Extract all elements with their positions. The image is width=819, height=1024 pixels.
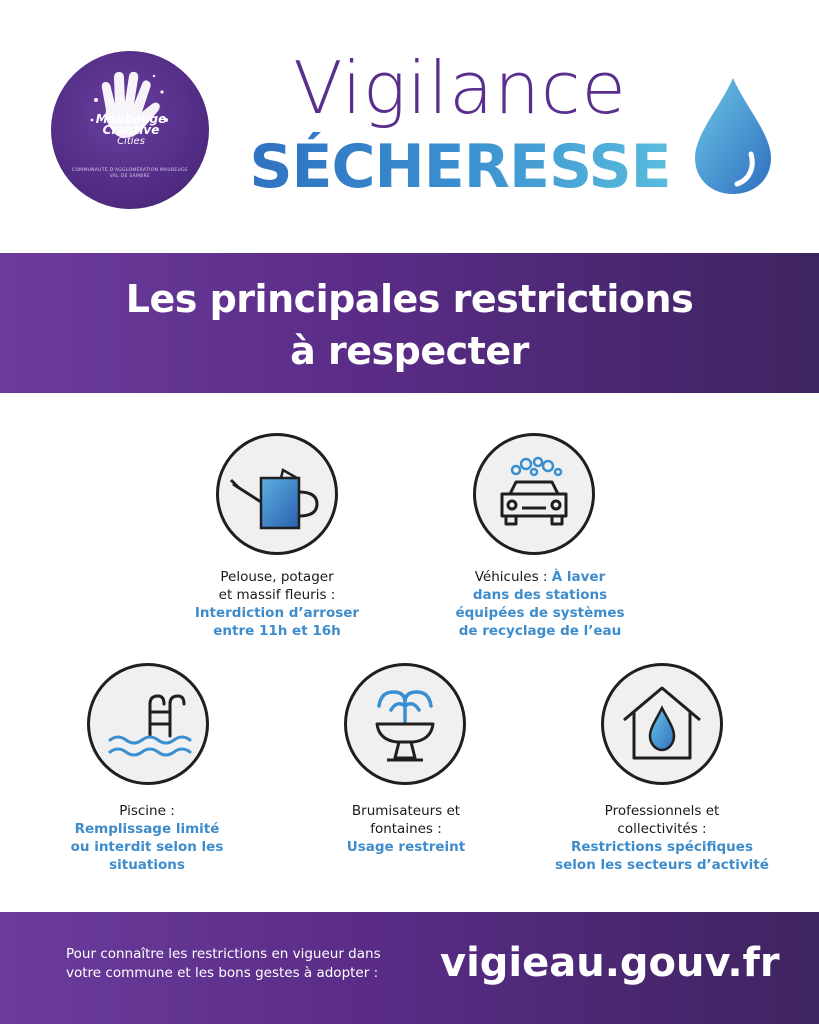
item-watering-caption: Pelouse, potager et massif fleuris : Interdiction d’arroser entre 11h et 16h [194, 569, 360, 639]
water-drop-icon [693, 76, 773, 196]
title-secheresse: SÉCHERESSE [230, 132, 690, 202]
logo-text: Maubeuge Creative Cities [95, 112, 167, 147]
pool-ladder-icon [87, 663, 209, 785]
item-car-caption: Véhicules : À laver dans des stations équipées de systèmes de recyclage de l’eau [455, 569, 625, 639]
item-pool-caption: Piscine : Remplissage limité ou interdit selon les situations [70, 803, 224, 873]
car-wash-icon [473, 433, 595, 555]
house-drop-icon [601, 663, 723, 785]
item-fountain-caption: Brumisateurs et fontaines : Usage restreint [346, 803, 466, 855]
footer-text: Pour connaître les restrictions en vigueur dans votre commune et les bons gestes à adopter : [66, 946, 381, 981]
watering-can-icon [216, 433, 338, 555]
title-vigilance: Vigilance [293, 46, 627, 130]
fountain-icon [344, 663, 466, 785]
footer-url-link[interactable]: vigieau.gouv.fr [440, 940, 780, 986]
banner-title: Les principales restrictions à respecter [125, 277, 694, 373]
logo-tagline: COMMUNAUTÉ D'AGGLOMÉRATION MAUBEUGE VAL DE SAMBRE [71, 168, 189, 179]
item-pro-caption: Professionnels et collectivités : Restrictions spécifiques selon les secteurs d’activité [555, 803, 769, 873]
